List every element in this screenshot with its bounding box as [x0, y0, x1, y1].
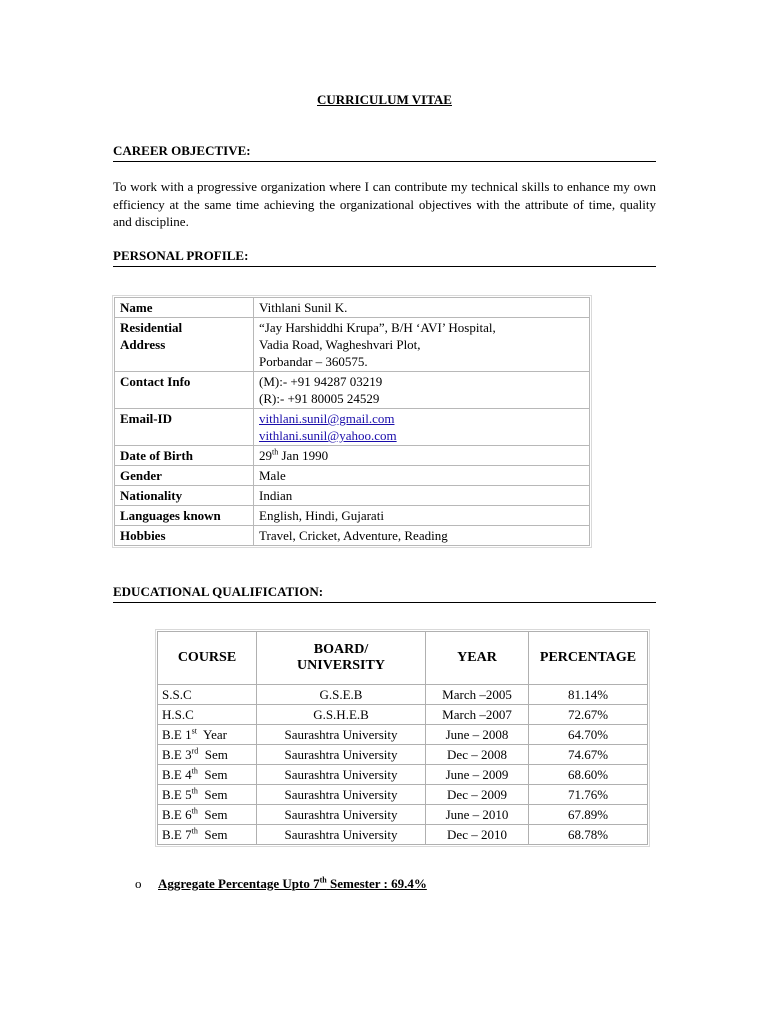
- course-term: Sem: [197, 767, 228, 782]
- aggregate-sup: th: [319, 875, 327, 885]
- dob-rest: Jan 1990: [278, 448, 329, 463]
- education-table: [157, 631, 648, 845]
- address-label-line2: Address: [120, 337, 166, 352]
- nationality-value: Indian: [254, 486, 590, 506]
- course-ordinal: st: [191, 726, 197, 736]
- board-cell: Saurashtra University: [257, 745, 426, 765]
- table-row: [158, 825, 648, 845]
- board-cell: G.S.E.B: [257, 685, 426, 705]
- course-cell: [158, 705, 257, 725]
- contact-label: Contact Info: [115, 372, 254, 409]
- gender-label: Gender: [115, 466, 254, 486]
- table-row: [158, 685, 648, 705]
- year-cell: March –2007: [426, 705, 529, 725]
- address-label: [115, 318, 254, 372]
- course-name: B.E 5: [162, 787, 192, 802]
- board-cell: Saurashtra University: [257, 825, 426, 845]
- course-ordinal: rd: [191, 746, 199, 756]
- nationality-label: Nationality: [115, 486, 254, 506]
- year-cell: Dec – 2010: [426, 825, 529, 845]
- header-board-line2: UNIVERSITY: [297, 658, 385, 673]
- header-board-line1: BOARD/: [313, 642, 369, 657]
- course-name: B.E 7: [162, 827, 192, 842]
- email-label: Email-ID: [115, 409, 254, 446]
- course-ordinal: th: [191, 766, 198, 776]
- board-cell: G.S.H.E.B: [257, 705, 426, 725]
- table-row: [158, 805, 648, 825]
- table-row: [158, 705, 648, 725]
- board-cell: Saurashtra University: [257, 725, 426, 745]
- address-line-1: “Jay Harshiddhi Krupa”, B/H ‘AVI’ Hospital,: [259, 320, 496, 335]
- course-term: Sem: [197, 827, 228, 842]
- course-term: Sem: [197, 787, 228, 802]
- percentage-cell: 64.70%: [529, 725, 648, 745]
- year-cell: June – 2010: [426, 805, 529, 825]
- board-cell: Saurashtra University: [257, 805, 426, 825]
- course-term: Sem: [197, 807, 228, 822]
- course-name: S.S.C: [162, 687, 192, 702]
- course-cell: [158, 745, 257, 765]
- course-cell: [158, 765, 257, 785]
- course-cell: [158, 685, 257, 705]
- residence-number: (R):- +91 80005 24529: [259, 391, 380, 406]
- course-name: B.E 1: [162, 727, 192, 742]
- gender-value: Male: [254, 466, 590, 486]
- table-row: [158, 785, 648, 805]
- board-cell: Saurashtra University: [257, 765, 426, 785]
- course-term: Year: [196, 727, 227, 742]
- table-row: [115, 506, 590, 526]
- header-course: COURSE: [158, 632, 257, 685]
- document-title: CURRICULUM VITAE: [317, 92, 452, 107]
- header-percentage: PERCENTAGE: [529, 632, 648, 685]
- year-cell: June – 2009: [426, 765, 529, 785]
- table-row: [158, 745, 648, 765]
- career-objective-heading: CAREER OBJECTIVE:: [113, 143, 656, 162]
- email-link-gmail[interactable]: vithlani.sunil@gmail.com: [259, 411, 395, 426]
- table-row: [115, 409, 590, 446]
- hobbies-value: Travel, Cricket, Adventure, Reading: [254, 526, 590, 546]
- name-label: Name: [115, 298, 254, 318]
- hobbies-label: Hobbies: [115, 526, 254, 546]
- aggregate-percentage: [135, 876, 635, 892]
- aggregate-prefix: Aggregate Percentage Upto 7: [158, 876, 320, 891]
- name-value: Vithlani Sunil K.: [254, 298, 590, 318]
- board-cell: Saurashtra University: [257, 785, 426, 805]
- course-cell: [158, 825, 257, 845]
- address-value: [254, 318, 590, 372]
- year-cell: Dec – 2009: [426, 785, 529, 805]
- email-link-yahoo[interactable]: vithlani.sunil@yahoo.com: [259, 428, 397, 443]
- percentage-cell: 67.89%: [529, 805, 648, 825]
- dob-day: 29: [259, 448, 272, 463]
- email-value: [254, 409, 590, 446]
- table-row: [115, 446, 590, 466]
- dob-value: [254, 446, 590, 466]
- address-line-3: Porbandar – 360575.: [259, 354, 368, 369]
- course-name: H.S.C: [162, 707, 194, 722]
- personal-profile-heading: PERSONAL PROFILE:: [113, 248, 656, 267]
- bullet-icon: o: [135, 876, 142, 891]
- course-ordinal: th: [191, 786, 198, 796]
- course-name: B.E 6: [162, 807, 192, 822]
- course-term: Sem: [198, 747, 228, 762]
- percentage-cell: 68.60%: [529, 765, 648, 785]
- aggregate-text: [158, 876, 427, 891]
- languages-label: Languages known: [115, 506, 254, 526]
- percentage-cell: 68.78%: [529, 825, 648, 845]
- course-cell: [158, 805, 257, 825]
- contact-value: [254, 372, 590, 409]
- education-heading: EDUCATIONAL QUALIFICATION:: [113, 584, 656, 603]
- table-row: [115, 318, 590, 372]
- dob-label: Date of Birth: [115, 446, 254, 466]
- languages-value: English, Hindi, Gujarati: [254, 506, 590, 526]
- address-line-2: Vadia Road, Wagheshvari Plot,: [259, 337, 421, 352]
- table-header-row: [158, 632, 648, 685]
- course-name: B.E 4: [162, 767, 192, 782]
- table-row: [115, 372, 590, 409]
- table-row: [115, 526, 590, 546]
- year-cell: Dec – 2008: [426, 745, 529, 765]
- table-row: [115, 298, 590, 318]
- year-cell: June – 2008: [426, 725, 529, 745]
- percentage-cell: 72.67%: [529, 705, 648, 725]
- address-label-line1: Residential: [120, 320, 183, 335]
- header-year: YEAR: [426, 632, 529, 685]
- table-row: [115, 466, 590, 486]
- education-table-body: [158, 685, 648, 845]
- course-name: B.E 3: [162, 747, 192, 762]
- mobile-number: (M):- +91 94287 03219: [259, 374, 383, 389]
- percentage-cell: 71.76%: [529, 785, 648, 805]
- aggregate-suffix: Semester : 69.4%: [326, 876, 427, 891]
- personal-profile-table: [114, 297, 590, 546]
- table-row: [158, 725, 648, 745]
- percentage-cell: 81.14%: [529, 685, 648, 705]
- course-cell: [158, 785, 257, 805]
- course-ordinal: th: [191, 826, 198, 836]
- table-row: [115, 486, 590, 506]
- course-cell: [158, 725, 257, 745]
- percentage-cell: 74.67%: [529, 745, 648, 765]
- year-cell: March –2005: [426, 685, 529, 705]
- table-row: [158, 765, 648, 785]
- course-ordinal: th: [191, 806, 198, 816]
- career-objective-text: To work with a progressive organization where I can contribute my technical skills to enhance my own efficiency at the same time achieving the organizational objectives with the attribute of time, quality and discipline.: [113, 179, 656, 229]
- header-board: [257, 632, 426, 685]
- dob-suffix: th: [272, 447, 279, 457]
